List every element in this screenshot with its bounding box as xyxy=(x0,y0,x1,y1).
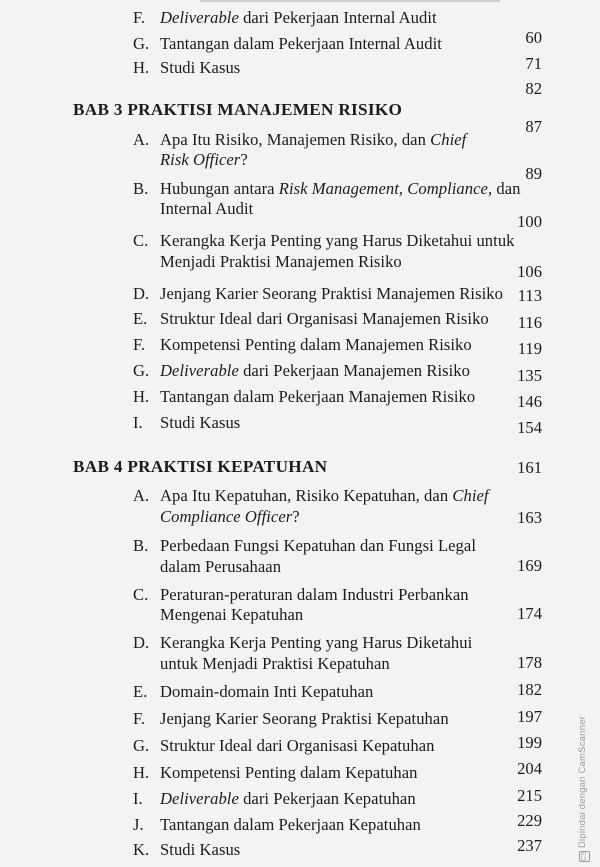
toc-page-number: 135 xyxy=(517,366,542,385)
toc-page-number: 178 xyxy=(517,653,542,672)
top-edge-divider xyxy=(200,0,500,2)
toc-entry-text: dari Pekerjaan Internal Audit xyxy=(238,8,437,27)
toc-entry-line1: Kerangka Kerja Penting yang Harus Diketahui untuk xyxy=(160,231,515,250)
toc-letter: E. xyxy=(133,309,148,328)
toc-entry-line1: Peraturan-peraturan dalam Industri Perbankan xyxy=(160,585,469,604)
toc-letter: E. xyxy=(133,682,148,701)
toc-entry-text: ? xyxy=(240,150,248,169)
toc-letter: J. xyxy=(133,815,144,834)
toc-entry-line2: Mengenai Kepatuhan xyxy=(160,605,304,624)
toc-entry: Tantangan dalam Pekerjaan Manajemen Risiko xyxy=(160,387,476,406)
toc-entry-italic: Risk Officer xyxy=(160,150,241,169)
toc-page-number: 106 xyxy=(517,262,542,281)
chapter-heading-bab3: BAB 3 PRAKTISI MANAJEMEN RISIKO xyxy=(73,100,403,119)
toc-letter: C. xyxy=(133,231,149,250)
toc-entry: Studi Kasus xyxy=(160,58,241,77)
toc-entry-line2: dalam Perusahaan xyxy=(160,557,282,576)
scanner-watermark xyxy=(577,716,590,862)
toc-entry: Domain-domain Inti Kepatuhan xyxy=(160,682,374,701)
toc-letter: D. xyxy=(133,633,150,652)
toc-letter: G. xyxy=(133,361,150,380)
toc-entry xyxy=(160,8,437,28)
toc-entry-text: ? xyxy=(292,507,300,526)
toc-letter: F. xyxy=(133,335,146,354)
toc-entry-line1: Kerangka Kerja Penting yang Harus Diketahui xyxy=(160,633,473,652)
toc-entry-italic: Chief xyxy=(430,130,467,149)
toc-entry-line2: untuk Menjadi Praktisi Kepatuhan xyxy=(160,654,390,673)
toc-entry-italic: Deliverable xyxy=(160,789,239,808)
toc-entry-italic: Compliance Officer xyxy=(160,507,293,526)
toc-entry-italic: Chief xyxy=(452,486,489,505)
toc-page-number: 119 xyxy=(517,339,542,358)
toc-page-number: 87 xyxy=(525,117,542,136)
toc-entry-line1 xyxy=(160,179,520,199)
toc-letter: C. xyxy=(133,585,149,604)
toc-page-number: 71 xyxy=(525,54,542,73)
toc-entry-line2: Internal Audit xyxy=(160,199,254,218)
toc-letter: D. xyxy=(133,284,150,303)
toc-page-number: 229 xyxy=(517,811,542,830)
toc-entry-line1 xyxy=(160,486,489,506)
toc-letter: B. xyxy=(133,179,149,198)
toc-letter: H. xyxy=(133,58,150,77)
toc-entry: Studi Kasus xyxy=(160,840,241,859)
toc-entry: Studi Kasus xyxy=(160,413,241,432)
toc-page-number: 60 xyxy=(525,28,542,47)
toc-entry-line1: Perbedaan Fungsi Kepatuhan dan Fungsi Legal xyxy=(160,536,476,555)
toc-page-number: 163 xyxy=(517,508,542,527)
toc-letter: K. xyxy=(133,840,150,859)
toc-page-number: 100 xyxy=(517,212,542,231)
toc-page-number: 161 xyxy=(517,458,542,477)
toc-entry: Tantangan dalam Pekerjaan Internal Audit xyxy=(160,34,442,53)
chapter-heading-bab4: BAB 4 PRAKTISI KEPATUHAN xyxy=(73,457,328,476)
toc-entry-italic: Deliverable xyxy=(160,8,239,27)
watermark-text: Dipindai dengan CamScanner xyxy=(577,716,588,848)
toc-letter: B. xyxy=(133,536,149,555)
toc-entry-line1 xyxy=(160,130,466,150)
toc-entry xyxy=(160,789,416,809)
toc-letter: F. xyxy=(133,8,146,27)
toc-entry-text: Apa Itu Kepatuhan, Risiko Kepatuhan, dan xyxy=(160,486,453,505)
toc-page-number: 199 xyxy=(517,733,542,752)
toc-letter: A. xyxy=(133,130,150,149)
toc-entry: Jenjang Karier Seorang Praktisi Manajemen Risiko xyxy=(160,284,503,303)
toc-page-number: 113 xyxy=(517,286,542,305)
toc-letter: G. xyxy=(133,34,150,53)
toc-entry: Kompetensi Penting dalam Manajemen Risiko xyxy=(160,335,472,354)
toc-letter: A. xyxy=(133,486,150,505)
toc-page-number: 82 xyxy=(525,79,542,98)
toc-page-number: 154 xyxy=(517,418,542,437)
toc-page-number: 174 xyxy=(517,604,542,623)
toc-letter: I. xyxy=(133,413,143,432)
toc-entry-line2 xyxy=(160,150,248,170)
toc-entry-text: dari Pekerjaan Manajemen Risiko xyxy=(238,361,470,380)
toc-entry: Tantangan dalam Pekerjaan Kepatuhan xyxy=(160,815,421,834)
toc-letter: H. xyxy=(133,763,150,782)
toc-entry: Kompetensi Penting dalam Kepatuhan xyxy=(160,763,418,782)
toc-entry: Struktur Ideal dari Organisasi Kepatuhan xyxy=(160,736,435,755)
toc-entry-text: Hubungan antara xyxy=(160,179,279,198)
toc-entry: Jenjang Karier Seorang Praktisi Kepatuhan xyxy=(160,709,449,728)
toc-entry-text: dan xyxy=(492,179,521,198)
toc-page-number: 116 xyxy=(517,313,542,332)
toc-entry-text: dari Pekerjaan Kepatuhan xyxy=(238,789,416,808)
toc-entry-text: Apa Itu Risiko, Manajemen Risiko, dan xyxy=(160,130,431,149)
toc-entry: Struktur Ideal dari Organisasi Manajemen Risiko xyxy=(160,309,489,328)
toc-entry-line2 xyxy=(160,507,300,527)
toc-page-number: 182 xyxy=(517,680,542,699)
toc-page-number: 204 xyxy=(517,759,542,778)
toc-letter: H. xyxy=(133,387,150,406)
toc-page-number: 197 xyxy=(517,707,542,726)
toc-entry-line2: Menjadi Praktisi Manajemen Risiko xyxy=(160,252,402,271)
toc-page-number: 215 xyxy=(517,786,542,805)
toc-entry xyxy=(160,361,470,381)
toc-page-number: 146 xyxy=(517,392,542,411)
toc-letter: G. xyxy=(133,736,150,755)
toc-page-number: 237 xyxy=(517,836,542,855)
toc-entry-italic: Deliverable xyxy=(160,361,239,380)
toc-page-number: 169 xyxy=(517,556,542,575)
toc-letter: F. xyxy=(133,709,146,728)
toc-letter: I. xyxy=(133,789,143,808)
toc-entry-italic: Risk Management, Compliance, xyxy=(278,179,493,198)
camscanner-logo-icon: CS xyxy=(581,850,588,861)
toc-page-number: 89 xyxy=(525,164,542,183)
